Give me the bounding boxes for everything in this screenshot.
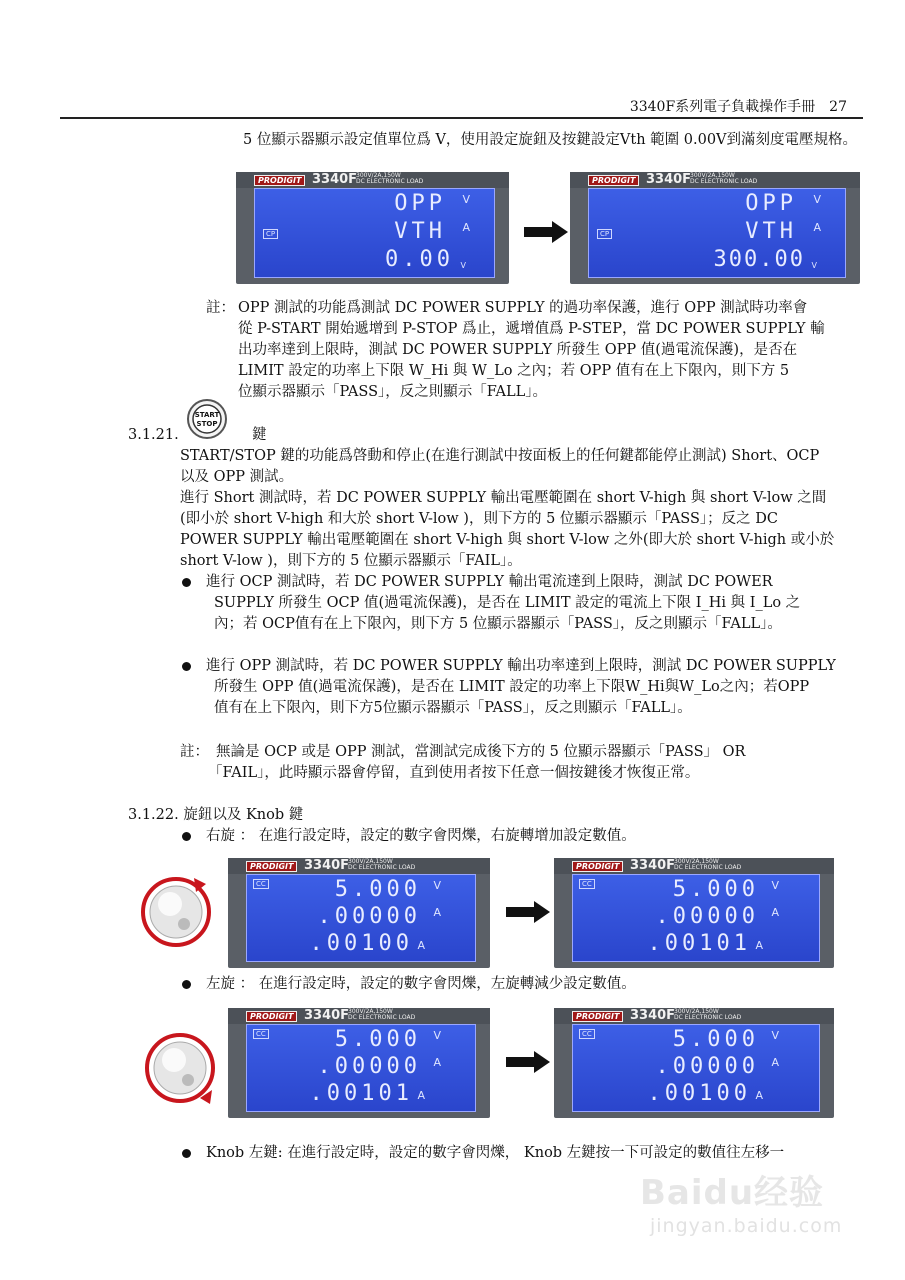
- lcd-line-2: .00000: [317, 904, 421, 929]
- unit-3: V: [460, 261, 466, 270]
- section-3-1-22-title: 3.1.22. 旋鈕以及 Knob 鍵: [128, 807, 304, 823]
- knob-right-turn-icon: [136, 872, 216, 952]
- spec-label: 300V/2A,150W DC ELECTRONIC LOAD: [348, 1008, 416, 1021]
- mode-indicator: CP: [597, 229, 612, 239]
- model-label: 3340F: [304, 1008, 350, 1023]
- spec-label: 300V/2A,150W DC ELECTRONIC LOAD: [690, 172, 758, 185]
- lcd-line-3: 300.00: [713, 247, 805, 272]
- key-label: 鍵: [252, 427, 267, 443]
- lcd-cc-left-before: [228, 1008, 490, 1118]
- bullet-icon: [182, 980, 191, 989]
- opp-bullet-line2: 所發生 OPP 值(過電流保護)，是否在 LIMIT 設定的功率上下限W_Hi與W_Lo之內；若OPP: [214, 679, 810, 695]
- brand-logo: PRODIGIT: [246, 861, 297, 872]
- opp-bullet-line3: 值有在上下限內，則下方5位顯示器顯示「PASS」，反之則顯示「FALL」。: [214, 700, 692, 716]
- watermark-logo: Baidu经验: [640, 1173, 825, 1213]
- unit-1: V: [813, 193, 821, 206]
- unit-2: A: [813, 221, 821, 234]
- note2-label: 註：: [180, 744, 209, 760]
- lcd-line-1: 5.000: [672, 877, 759, 902]
- bullet-icon: [182, 1149, 191, 1158]
- lcd-cc-left-after: [554, 1008, 834, 1118]
- note1-line-5: 位顯示器顯示「PASS」，反之則顯示「FALL」。: [238, 384, 548, 400]
- start-stop-key-icon: [186, 398, 228, 440]
- page-header-title: 3340F系列電子負載操作手冊 27: [629, 99, 847, 115]
- watermark-url: jingyan.baidu.com: [650, 1215, 843, 1237]
- knob-left-key-text: Knob 左鍵: 在進行設定時，設定的數字會閃爍， Knob 左鍵按一下可設定的數值往左移一: [206, 1145, 785, 1161]
- unit-2: A: [771, 906, 779, 919]
- bullet-icon: [182, 662, 191, 671]
- right-arrow-icon: [506, 1051, 550, 1073]
- lcd-screen: [588, 188, 846, 278]
- lcd-screen: [572, 874, 820, 962]
- ocp-bullet-line3: 內；若 OCP值有在上下限內，則下方 5 位顯示器顯示「PASS」，反之則顯示「FALL」。: [214, 616, 782, 632]
- mode-indicator: CC: [579, 1029, 595, 1039]
- unit-3: A: [417, 939, 425, 952]
- left-turn-text: 左旋 ： 在進行設定時，設定的數字會閃爍，左旋轉減少設定數值。: [206, 976, 636, 992]
- lcd-line-3: .00101: [647, 931, 751, 956]
- lcd-line-1: 5.000: [334, 1027, 421, 1052]
- lcd-line-2: .00000: [655, 904, 759, 929]
- lcd-screen: [572, 1024, 820, 1112]
- unit-1: V: [462, 193, 470, 206]
- short-para-line4: short V-low )，則下方的 5 位顯示器顯示「FAIL」。: [180, 553, 522, 569]
- lcd-line-1: OPP: [394, 191, 446, 216]
- bullet-icon: [182, 832, 191, 841]
- knob-left-turn-icon: [140, 1028, 220, 1108]
- lcd-line-3: .00101: [309, 1081, 413, 1106]
- mode-indicator: CC: [579, 879, 595, 889]
- unit-1: V: [433, 1029, 441, 1042]
- model-label: 3340F: [312, 172, 358, 187]
- lcd-screen: [246, 874, 476, 962]
- brand-logo: PRODIGIT: [588, 175, 639, 186]
- note2-line2: 「FAIL」，此時顯示器會停留，直到使用者按下任意一個按鍵後才恢復正常。: [208, 765, 700, 781]
- model-label: 3340F: [630, 858, 676, 873]
- model-label: 3340F: [646, 172, 692, 187]
- header-rule: [60, 117, 863, 119]
- brand-logo: PRODIGIT: [572, 861, 623, 872]
- note1-line-3: 出功率達到上限時，測試 DC POWER SUPPLY 所發生 OPP 值(過電流保護)，是否在: [238, 342, 798, 358]
- note1-label: 註：: [206, 300, 235, 316]
- unit-3: V: [811, 261, 817, 270]
- right-arrow-icon: [506, 901, 550, 923]
- section-3-1-21-number: 3.1.21.: [128, 427, 179, 443]
- unit-2: A: [433, 906, 441, 919]
- model-label: 3340F: [630, 1008, 676, 1023]
- intro-paragraph: 5 位顯示器顯示設定值單位爲 V，使用設定旋鈕及按鍵設定Vth 範圍 0.00V到滿刻度電壓規格。: [243, 132, 858, 148]
- mode-indicator: CP: [263, 229, 278, 239]
- spec-label: 300V/2A,150W DC ELECTRONIC LOAD: [674, 858, 742, 871]
- lcd-line-3: .00100: [647, 1081, 751, 1106]
- unit-1: V: [771, 879, 779, 892]
- stop-key-text: STOP: [196, 420, 218, 428]
- short-para-line1: 進行 Short 測試時，若 DC POWER SUPPLY 輸出電壓範圍在 short V-high 與 short V-low 之間: [180, 490, 827, 506]
- lcd-line-1: 5.000: [672, 1027, 759, 1052]
- unit-2: A: [462, 221, 470, 234]
- opp-bullet-line1: 進行 OPP 測試時，若 DC POWER SUPPLY 輸出功率達到上限時，測試 DC POWER SUPPLY: [206, 658, 836, 674]
- spec-label: 300V/2A,150W DC ELECTRONIC LOAD: [674, 1008, 742, 1021]
- unit-2: A: [433, 1056, 441, 1069]
- unit-1: V: [771, 1029, 779, 1042]
- lcd-cc-right-after: [554, 858, 834, 968]
- short-para-line3: POWER SUPPLY 輸出電壓範圍在 short V-high 與 short V-low 之外(即大於 short V-high 或小於: [180, 532, 835, 548]
- mode-indicator: CC: [253, 1029, 269, 1039]
- lcd-line-2: .00000: [655, 1054, 759, 1079]
- note1-line-4: LIMIT 設定的功率上下限 W_Hi 與 W_Lo 之內；若 OPP 值有在上下限內，則下方 5: [238, 363, 790, 379]
- lcd-line-2: VTH: [745, 219, 797, 244]
- lcd-screen: [246, 1024, 476, 1112]
- short-para-line2: (即小於 short V-high 和大於 short V-low )，則下方的 5 位顯示器顯示「PASS」；反之 DC: [180, 511, 778, 527]
- brand-logo: PRODIGIT: [254, 175, 305, 186]
- note1-line-2: 從 P-START 開始遞增到 P-STOP 爲止，遞增值爲 P-STEP，當 DC POWER SUPPLY 輸: [238, 321, 825, 337]
- unit-1: V: [433, 879, 441, 892]
- spec-label: 300V/2A,150W DC ELECTRONIC LOAD: [348, 858, 416, 871]
- lcd-opp-after: [570, 172, 860, 284]
- start-key-text: START: [194, 411, 220, 419]
- model-label: 3340F: [304, 858, 350, 873]
- brand-logo: PRODIGIT: [572, 1011, 623, 1022]
- unit-2: A: [771, 1056, 779, 1069]
- brand-logo: PRODIGIT: [246, 1011, 297, 1022]
- unit-3: A: [417, 1089, 425, 1102]
- bullet-icon: [182, 578, 191, 587]
- lcd-line-1: OPP: [745, 191, 797, 216]
- lcd-screen: [254, 188, 495, 278]
- ocp-bullet-line2: SUPPLY 所發生 OCP 值(過電流保護)，是否在 LIMIT 設定的電流上下限 I_Hi 與 I_Lo 之: [214, 595, 801, 611]
- lcd-line-3: 0.00: [385, 247, 454, 272]
- lcd-line-3: .00100: [309, 931, 413, 956]
- unit-3: A: [755, 939, 763, 952]
- lcd-line-1: 5.000: [334, 877, 421, 902]
- spec-label: 300V/2A,150W DC ELECTRONIC LOAD: [356, 172, 424, 185]
- unit-3: A: [755, 1089, 763, 1102]
- ocp-bullet-line1: 進行 OCP 測試時，若 DC POWER SUPPLY 輸出電流達到上限時，測試 DC POWER: [206, 574, 773, 590]
- lcd-line-2: .00000: [317, 1054, 421, 1079]
- right-turn-text: 右旋 ： 在進行設定時，設定的數字會閃爍，右旋轉增加設定數值。: [206, 828, 636, 844]
- note2-line1: 無論是 OCP 或是 OPP 測試，當測試完成後下方的 5 位顯示器顯示「PASS」 OR: [216, 744, 746, 760]
- lcd-cc-right-before: [228, 858, 490, 968]
- right-arrow-icon: [524, 221, 568, 243]
- start-stop-para1-line2: 以及 OPP 測試。: [180, 469, 294, 485]
- note1-line-1: OPP 測試的功能爲測試 DC POWER SUPPLY 的過功率保護，進行 OPP 測試時功率會: [238, 300, 808, 316]
- mode-indicator: CC: [253, 879, 269, 889]
- lcd-opp-before: [236, 172, 509, 284]
- start-stop-para1-line1: START/STOP 鍵的功能爲啓動和停止(在進行測試中按面板上的任何鍵都能停止測試) Short、OCP: [180, 448, 820, 464]
- lcd-line-2: VTH: [394, 219, 446, 244]
